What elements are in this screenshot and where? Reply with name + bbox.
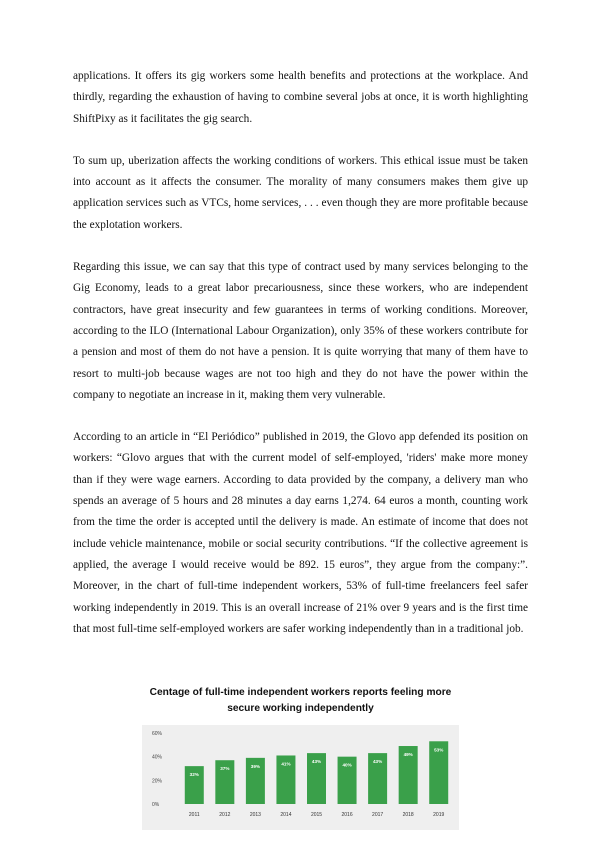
x-tick-label: 2015 <box>310 812 323 818</box>
x-tick-label: 2017 <box>372 812 384 818</box>
bar-value-label: 43% <box>311 759 322 765</box>
bar-value-label: 32% <box>189 772 199 778</box>
chart-figure <box>142 685 459 835</box>
x-tick-label: 2012 <box>219 812 231 818</box>
x-tick-label: 2011 <box>188 812 200 818</box>
y-tick-label: 0% <box>152 802 160 808</box>
x-tick-label: 2019 <box>433 812 445 818</box>
y-tick-label: 60% <box>152 731 163 737</box>
bar-chart <box>142 725 459 830</box>
chart-title: Centage of full-time independent workers reports feeling more secure working independently <box>149 687 452 714</box>
bar-value-label: 49% <box>403 752 413 758</box>
x-tick-label: 2014 <box>280 812 292 818</box>
document-body <box>73 66 528 640</box>
bar-value-label: 43% <box>373 759 383 765</box>
bar-value-label: 53% <box>434 747 444 753</box>
x-tick-label: 2013 <box>249 812 261 818</box>
bar-value-label: 41% <box>281 761 291 767</box>
paragraph-3: Regarding this issue, we can say that this type of contract used by many services belonging to the Gig Economy, leads to a great labor precariousness, since these workers, who are independent contractors, have great insecurity and few guarantees in terms of working conditions. Moreover, according to the ILO (International Labour Organization), only 35% of these workers contribute for a pension and most of them do not have a pension. It is quite worrying that many of them have to resort to multi-job because wages are not too high and they do not have the power within the company to negotiate an increase in it, making them very vulnerable. <box>73 261 528 401</box>
bar-value-label: 40% <box>342 762 352 768</box>
y-tick-label: 20% <box>152 778 163 785</box>
paragraph-2: To sum up, uberization affects the working conditions of workers. This ethical issue must be taken into account as it affects the consumer. The morality of many consumers makes them give up application services such as VTCs, home services, . . . even though they are more profitable because the explotation workers. <box>73 154 528 231</box>
bar-value-label: 37% <box>220 766 230 772</box>
paragraph-4: According to an article in “El Periódico” published in 2019, the Glovo app defended its position on workers: “Glovo argues that with the current model of self-employed, 'riders' make more money than if they were wage earners. According to data provided by the company, a delivery man who spends an average of 5 hours and 28 minutes a day earns 1,274. 64 euros a month, counting work from the time the order is accepted until the delivery is made. An estimate of income that does not include vehicle maintenance, mobile or social security contributions. “If the collective agreement is applied, the average I would receive would be 892. 15 euros”, they argue from the company:”. Moreover, in the chart of full-time independent workers, 53% of full-time freelancers feel safer working independently in 2019. This is an overall increase of 21% over 9 years and is the first time that most full-time self-employed workers are safer working independently than in a traditional job. <box>73 431 528 635</box>
chart-panel <box>142 725 459 830</box>
paragraph-1: applications. It offers its gig workers some health benefits and protections at the workplace. And thirdly, regarding the exhaustion of having to combine several jobs at once, it is worth highlighting ShiftPixy as it facilitates the gig search. <box>73 70 528 125</box>
x-tick-label: 2018 <box>402 812 414 818</box>
y-tick-label: 40% <box>152 754 163 761</box>
x-tick-label: 2016 <box>341 812 353 818</box>
bar-value-label: 39% <box>250 763 260 769</box>
